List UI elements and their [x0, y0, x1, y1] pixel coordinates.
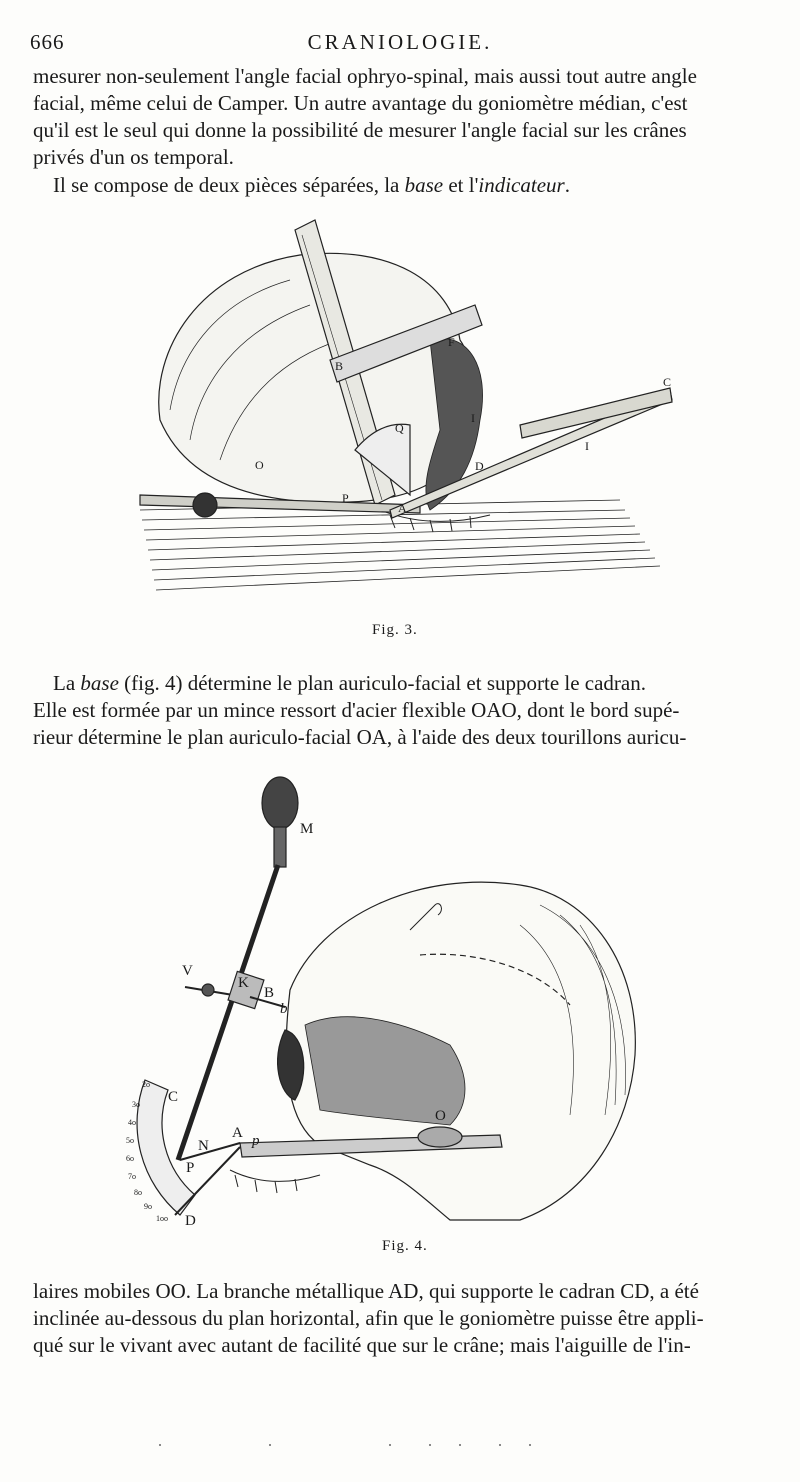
- dial-tick: 3o: [132, 1100, 140, 1109]
- figure-4-caption: Fig. 4.: [382, 1238, 428, 1254]
- label-F: F: [448, 335, 455, 349]
- dial-tick: 2o: [142, 1080, 150, 1089]
- indicator-rod: [178, 865, 278, 1160]
- paragraph-1: [33, 63, 770, 171]
- label-b: b: [280, 1001, 288, 1017]
- italic-term: indicateur: [478, 173, 565, 197]
- text-line: inclinée au-dessous du plan horizontal, afin que le goniomètre puisse être appli-: [33, 1306, 704, 1330]
- label-M: M: [300, 821, 314, 837]
- label-C: C: [663, 375, 672, 389]
- teeth: [230, 1170, 320, 1193]
- label-p: p: [252, 1133, 260, 1149]
- label-N: N: [198, 1138, 209, 1154]
- dial-tick: 4o: [128, 1118, 136, 1127]
- text-line: facial, même celui de Camper. Un autre avantage du goniomètre médian, c'est: [33, 91, 688, 115]
- dial-tick: 1oo: [156, 1214, 168, 1223]
- text-line: qu'il est le seul qui donne la possibilité de mesurer l'angle facial sur les crânes: [33, 118, 687, 142]
- label-A: A: [398, 501, 407, 515]
- running-head: CRANIOLOGIE.: [307, 30, 493, 54]
- label-Q: Q: [395, 421, 404, 435]
- label-D: D: [475, 459, 484, 473]
- screw-V: [202, 984, 214, 996]
- label-I-upper: I: [471, 411, 475, 425]
- label-I-lower: I: [585, 439, 589, 453]
- figure-3-illustration: [130, 210, 690, 605]
- dial-tick: 8o: [134, 1188, 142, 1197]
- paragraph-3: [33, 670, 770, 751]
- label-P: P: [342, 491, 349, 505]
- branch-AD: [175, 1147, 240, 1215]
- label-D: D: [185, 1213, 196, 1229]
- label-C: C: [168, 1089, 179, 1105]
- text-line: privés d'un os temporal.: [33, 145, 234, 169]
- label-P: P: [186, 1160, 195, 1176]
- paragraph-2: [33, 172, 770, 199]
- text-line: mesurer non-seulement l'angle facial ophryo-spinal, mais aussi tout autre angle: [33, 64, 697, 88]
- page-speckles: [120, 1440, 620, 1450]
- handle-knob: [262, 777, 298, 829]
- label-V: V: [182, 963, 193, 979]
- ear-knob: [193, 493, 217, 517]
- label-O: O: [255, 458, 264, 472]
- page-number: 666: [30, 30, 65, 54]
- text-line: La base (fig. 4) détermine le plan auriculo-facial et supporte le cadran.: [53, 671, 646, 695]
- text-line: Il se compose de deux pièces séparées, la base et l'indicateur.: [53, 173, 570, 197]
- paragraph-4: [33, 1278, 770, 1359]
- figure-4-illustration: [120, 775, 680, 1235]
- text-line: Elle est formée par un mince ressort d'acier flexible OAO, dont le bord supé-: [33, 698, 680, 722]
- italic-term: base: [404, 173, 444, 197]
- label-B: B: [264, 985, 275, 1001]
- ear-plug-O: [418, 1127, 462, 1147]
- dial-tick: 9o: [144, 1202, 152, 1211]
- text-line: rieur détermine le plan auriculo-facial OA, à l'aide des deux tourillons auricu-: [33, 725, 687, 749]
- page-header: [30, 30, 770, 58]
- label-K: K: [238, 975, 249, 991]
- label-O: O: [435, 1108, 446, 1124]
- italic-term: base: [80, 671, 119, 695]
- dial-tick: 7o: [128, 1172, 136, 1181]
- dial-tick: 5o: [126, 1136, 134, 1145]
- figure-3-caption: Fig. 3.: [372, 622, 418, 638]
- label-A: A: [232, 1125, 243, 1141]
- label-B: B: [335, 359, 344, 373]
- dial-tick: 6o: [126, 1154, 134, 1163]
- text-line: qué sur le vivant avec autant de facilité que sur le crâne; mais l'aiguille de l'in-: [33, 1333, 691, 1357]
- text-line: laires mobiles OO. La branche métallique AD, qui supporte le cadran CD, a été: [33, 1279, 699, 1303]
- dial-CD: [137, 1080, 195, 1215]
